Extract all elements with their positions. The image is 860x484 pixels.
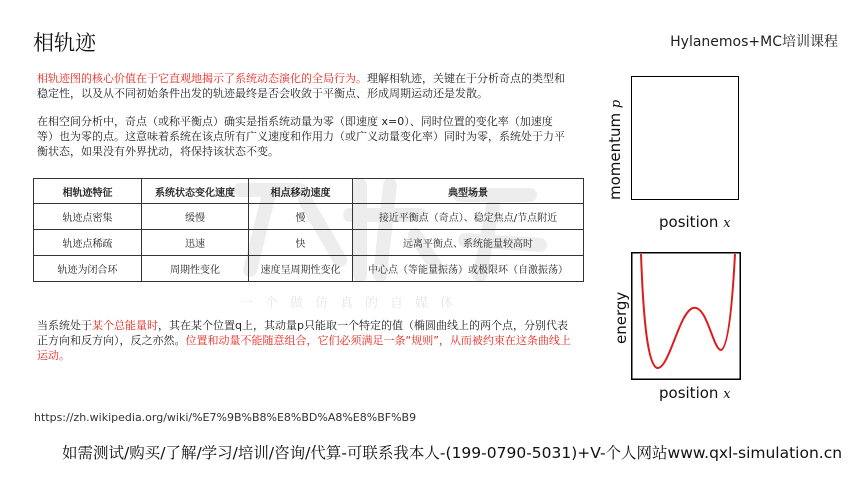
table-header: 系统状态变化速度 bbox=[142, 179, 249, 204]
table-header-row bbox=[34, 179, 584, 204]
intro-text: 理解相轨迹，关键在于分析奇点的类型和稳定性，以及从不同初始条件出发的轨迹最终是否会收敛于平衡点、形成周期运动还是发散。 bbox=[37, 72, 565, 100]
intro-highlight: 相轨迹图的核心价值在于它直观地揭示了系统动态演化的全局行为。 bbox=[37, 72, 367, 85]
energy-highlight-1: 某个总能量时 bbox=[92, 319, 158, 332]
table-cell: 轨迹点稀疏 bbox=[34, 230, 142, 256]
table-cell: 轨迹点密集 bbox=[34, 204, 142, 230]
energy-plot-xlabel bbox=[659, 384, 731, 402]
table-cell: 轨迹为闭合环 bbox=[34, 256, 142, 282]
page-title: 相轨迹 bbox=[33, 31, 96, 55]
table-row bbox=[34, 204, 584, 230]
phase-plot-xlabel bbox=[659, 213, 731, 231]
table-cell: 慢 bbox=[249, 204, 353, 230]
energy-xlabel-text: position bbox=[659, 384, 719, 402]
intro-paragraph-2: 在相空间分析中，奇点（或称平衡点）确实是指系统动量为零（即速度 x=0）、同时位置的变化率（加速度等）也为零的点。这意味着系统在该点所有广义速度和作用力（或广义动量变化率）同时为零，系统处于力平衡状态，如果没有外界扰动，将保持该状态不变。 bbox=[37, 115, 565, 158]
table-header: 相轨迹特征 bbox=[34, 179, 142, 204]
energy-plot-frame bbox=[631, 252, 741, 380]
table-cell: 速度呈周期性变化 bbox=[249, 256, 353, 282]
table-cell: 周期性变化 bbox=[142, 256, 249, 282]
energy-xlabel-var: x bbox=[723, 387, 731, 402]
table-cell: 远离平衡点、系统能量较高时 bbox=[353, 230, 584, 256]
phase-trajectory-table bbox=[33, 178, 584, 282]
table-row bbox=[34, 230, 584, 256]
energy-plot-ylabel: energy bbox=[612, 291, 630, 344]
phase-ylabel-text: momentum bbox=[606, 112, 624, 200]
watermark-subtitle: 一个做仿真的自媒体 bbox=[240, 296, 466, 311]
phase-plot-frame bbox=[631, 76, 739, 200]
table-cell: 缓慢 bbox=[142, 204, 249, 230]
intro-paragraph-1 bbox=[37, 71, 565, 101]
table-row bbox=[34, 256, 584, 282]
table-cell: 快 bbox=[249, 230, 353, 256]
table-cell: 迅速 bbox=[142, 230, 249, 256]
table-cell: 中心点（等能量振荡）或极限环（自激振荡） bbox=[353, 256, 584, 282]
contact-line: 如需测试/购买/了解/学习/培训/咨询/代算-可联系我本人-(199-0790-5031)+V-个人网站www.qxl-simulation.cn bbox=[62, 444, 843, 462]
source-url[interactable]: https://zh.wikipedia.org/wiki/%E7%9B%B8%E8%BD%A8%E8%BF%B9 bbox=[34, 411, 417, 424]
table-header: 相点移动速度 bbox=[249, 179, 353, 204]
energy-text-1: 当系统处于 bbox=[37, 319, 92, 332]
phase-ylabel-var: p bbox=[609, 99, 624, 109]
energy-curve bbox=[641, 254, 735, 368]
energy-paragraph bbox=[37, 318, 577, 363]
phase-xlabel-text: position bbox=[659, 213, 719, 231]
brand-label: Hylanemos+MC培训课程 bbox=[670, 34, 838, 50]
table-header: 典型场景 bbox=[353, 179, 584, 204]
phase-plot-ylabel bbox=[606, 100, 624, 200]
energy-text-2: ，其在某个位置q上，其动量p只能取一个特定的值（椭圆曲线上的两个点，分别代表正方向和反方向），反之亦然。 bbox=[37, 319, 568, 347]
energy-highlight-2: 位置和动量不能随意组合，它们必须满足一条“规则”，从而被约束在这条曲线上运动。 bbox=[37, 334, 571, 362]
table-cell: 接近平衡点（奇点）、稳定焦点/节点附近 bbox=[353, 204, 584, 230]
phase-xlabel-var: x bbox=[723, 216, 731, 231]
